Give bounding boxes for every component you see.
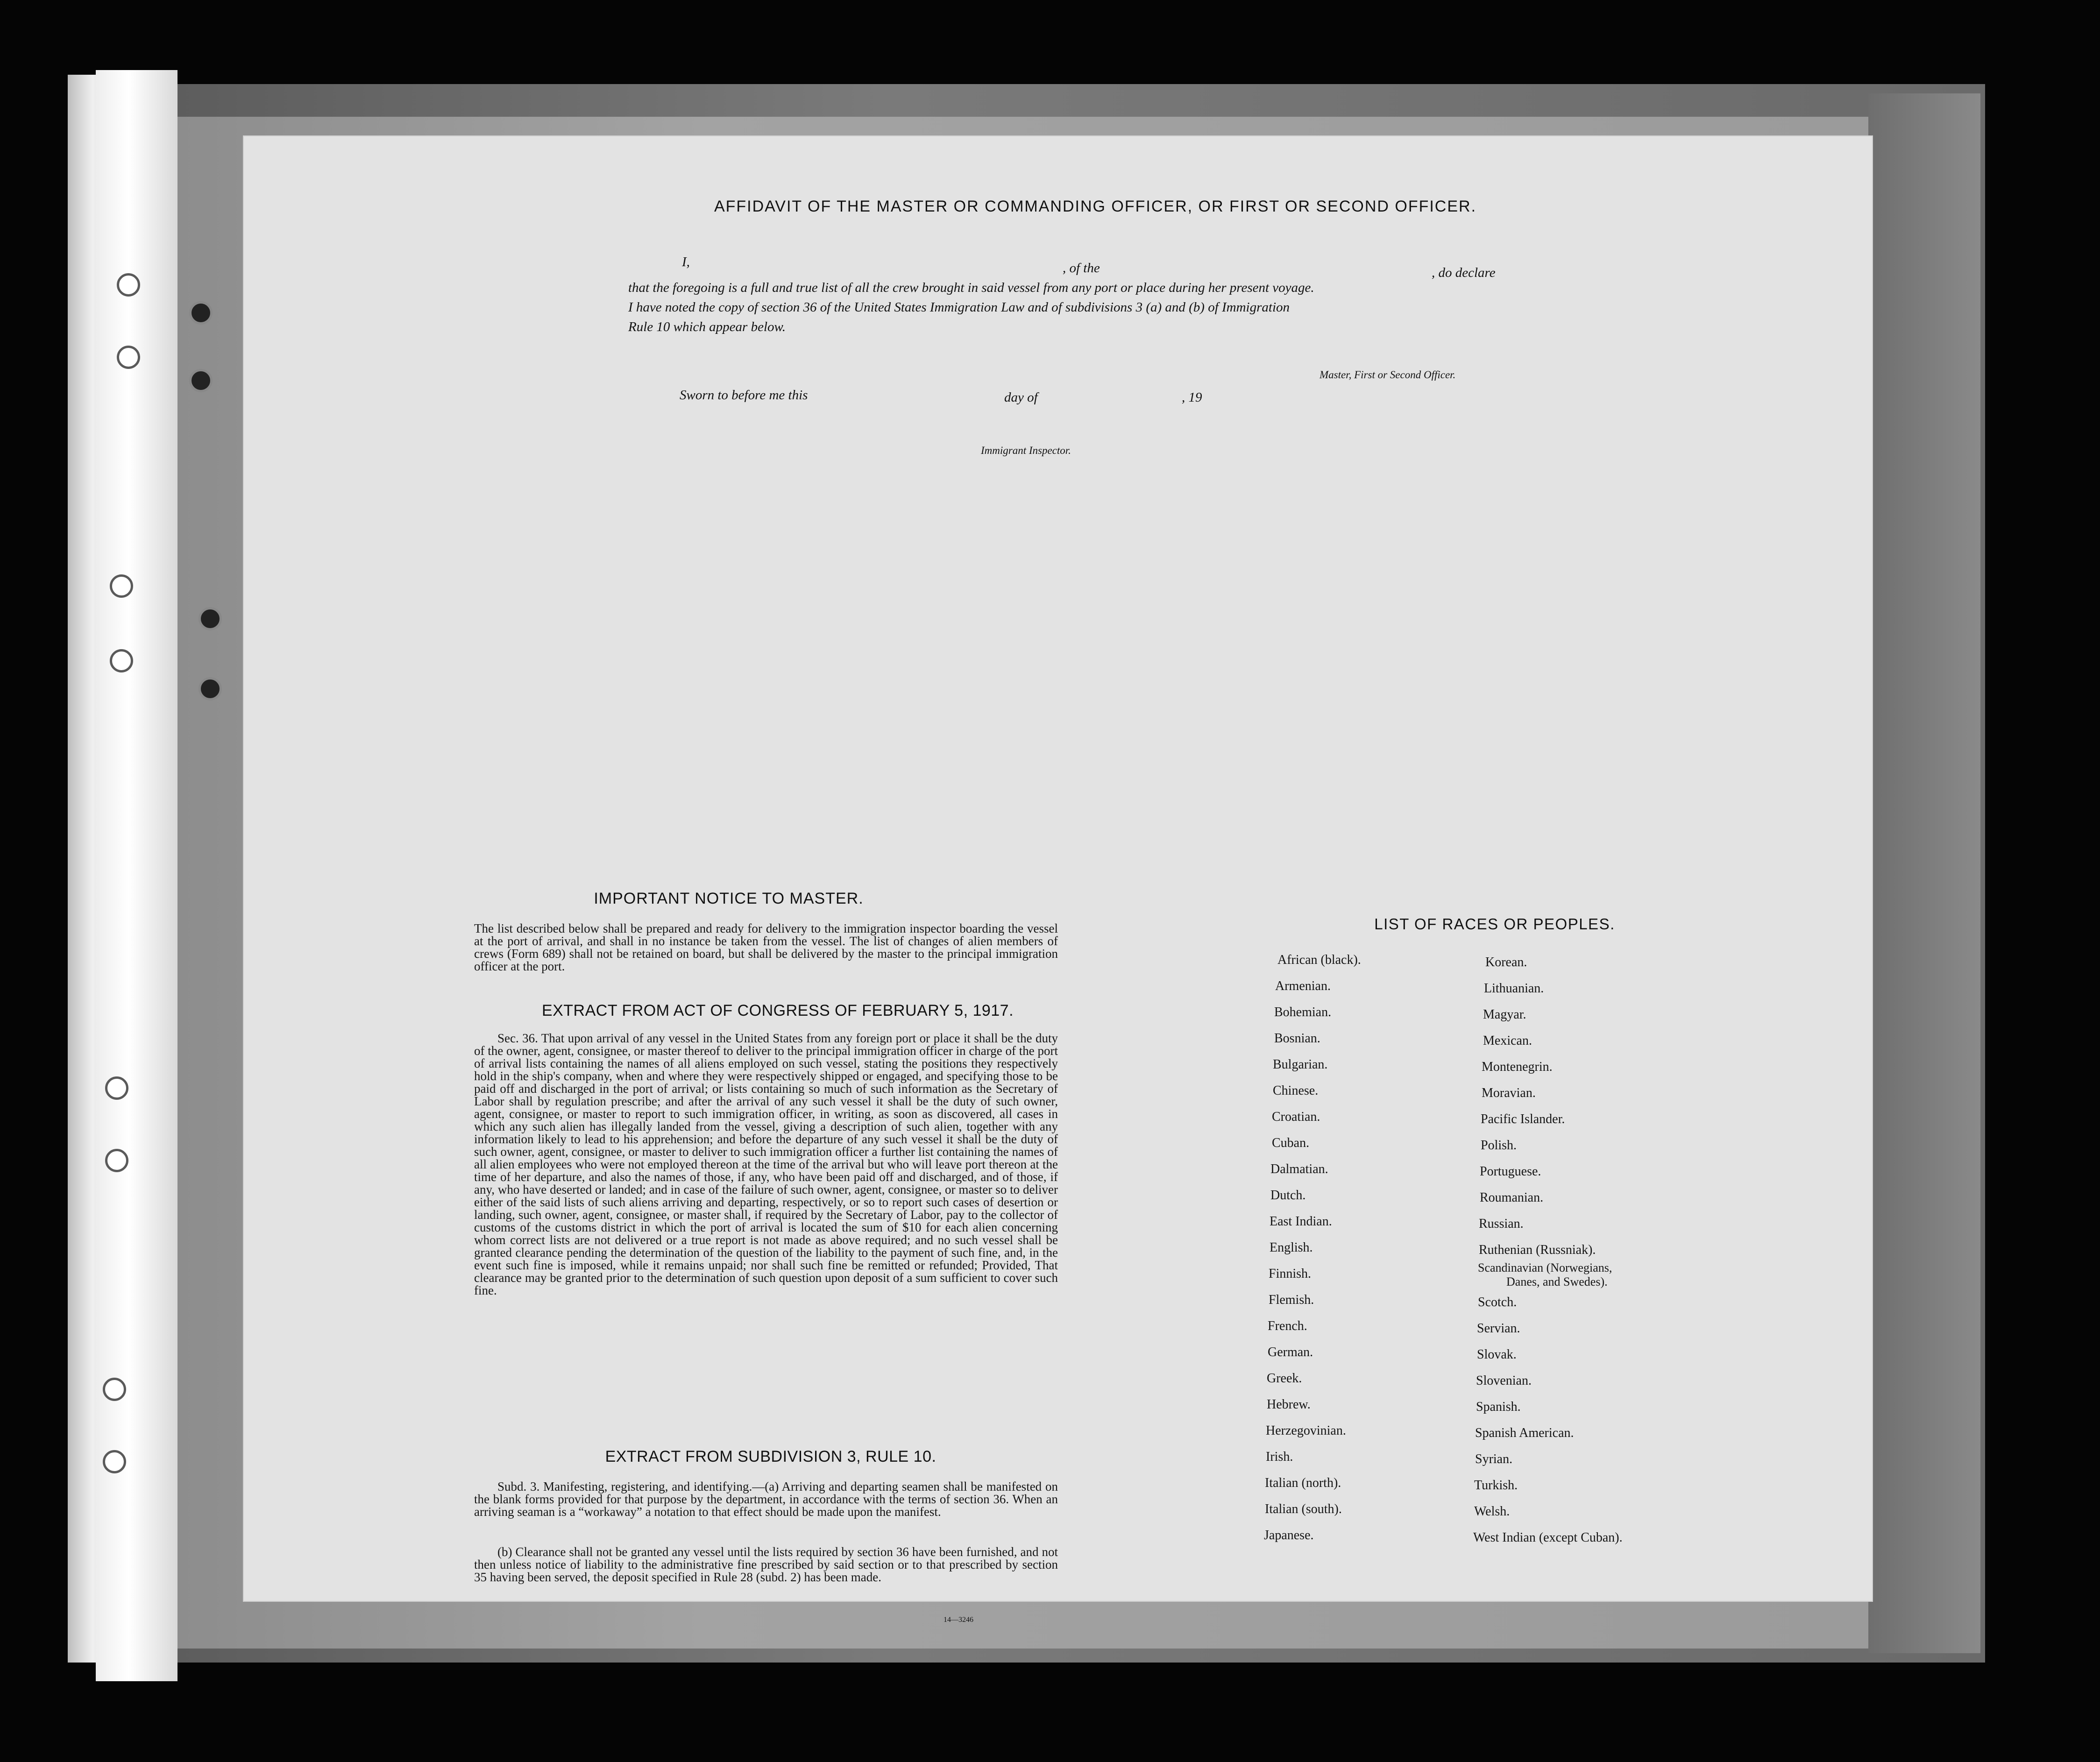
race-item: Scotch.: [1478, 1295, 1517, 1309]
race-item: Roumanian.: [1480, 1190, 1544, 1205]
race-item: African (black).: [1277, 953, 1361, 967]
race-item: Pacific Islander.: [1481, 1112, 1565, 1126]
race-item: German.: [1268, 1345, 1313, 1359]
race-item: East Indian.: [1270, 1214, 1332, 1229]
binding-hole-icon: [105, 1076, 128, 1100]
rule-extract-title: EXTRACT FROM SUBDIVISION 3, RULE 10.: [605, 1448, 936, 1465]
do-declare-label: , do declare: [1432, 265, 1496, 280]
race-item: Cuban.: [1272, 1136, 1310, 1150]
race-item: Armenian.: [1275, 979, 1331, 993]
race-item: Mexican.: [1483, 1033, 1532, 1048]
race-item: Bulgarian.: [1273, 1057, 1328, 1072]
i-label: I,: [682, 255, 690, 269]
manifest-page: [243, 135, 1873, 1624]
affidavit-line-3: Rule 10 which appear below.: [628, 319, 786, 334]
race-item: Dalmatian.: [1270, 1162, 1328, 1176]
race-item: Servian.: [1477, 1321, 1520, 1336]
race-item: Montenegrin.: [1482, 1060, 1553, 1074]
act-extract-body: Sec. 36. That upon arrival of any vessel in the United States from any foreign port or place it shall be the duty of the owner, agent, consignee, or master thereof to deliver to the principal immigration officer in charge of the port of arrival lists containing the names of all aliens employed on such vessel, stating the positions they respectively hold in the ship's company, when and where they were respectively shipped or engaged, and specifying those to be paid off and discharged in the port of arrival; or lists containing so much of such information as the Secretary of Labor shall by regulation prescribe; and after the arrival of any such vessel it shall be the duty of such owner, agent, consignee, or master to report to such immigration officer, in writing, as soon as discovered, all cases in which any such alien has illegally landed from the vessel, giving a description of such alien, together with any information likely to lead to his apprehension; and before the departure of any such vessel it shall be the duty of such owner, agent, consignee, or master to deliver to such immigration officer a further list containing the names of all alien employees who were not employed thereon at the time of the arrival but who will leave port thereon at the time of her departure, and also the names of those, if any, who have been paid off and discharged, and of those, if any, who have deserted or landed; and in case of the failure of such owner, agent, consignee, or master so to deliver either of the said lists of such aliens arriving and departing, respectively, or so to report such cases of desertion or landing, such owner, agent, consignee, or master shall, if required by the Secretary of Labor, pay to the collector of customs of the customs district in which the port of arrival is located the sum of $10 for each alien concerning whom correct lists are not delivered or a true report is not made as above required; and no such vessel shall be granted clearance pending the determination of the question of the liability to the payment of such fine, and, in the event such fine is imposed, while it remains unpaid; nor shall such fine be remitted or refunded; Provided, That clearance may be granted prior to the determination of such question upon deposit of a sum sufficient to cover such fine.: [474, 1031, 1058, 1297]
race-item: Welsh.: [1474, 1504, 1510, 1519]
races-list-title: LIST OF RACES OR PEOPLES.: [1374, 915, 1615, 933]
notice-title: IMPORTANT NOTICE TO MASTER.: [594, 890, 864, 907]
race-item: Spanish.: [1476, 1400, 1521, 1414]
race-item: Portuguese.: [1480, 1164, 1541, 1179]
rule-extract-body-b: (b) Clearance shall not be granted any vessel until the lists required by section 36 have been furnished, and not then unless notice of liability to the administrative fine prescribed by said section or to that prescribed by section 35 having been served, the deposit specified in Rule 28 (subd. 2) has been made.: [474, 1545, 1058, 1584]
affidavit-i-label: [682, 255, 690, 270]
binding-hole-icon: [103, 1378, 126, 1401]
race-item: Bohemian.: [1274, 1005, 1332, 1019]
race-item: Italian (north).: [1265, 1476, 1341, 1490]
race-item: Slovak.: [1477, 1347, 1517, 1362]
race-item: Flemish.: [1269, 1293, 1314, 1307]
affidavit-line-2: I have noted the copy of section 36 of the United States Immigration Law and of subdivisions 3 (a) and (b) of Immigration: [628, 300, 1290, 315]
race-item: Spanish American.: [1475, 1426, 1574, 1440]
race-item: Magyar.: [1483, 1007, 1526, 1022]
race-item: Scandinavian (Norwegians,: [1478, 1261, 1612, 1274]
binding-hole-icon: [105, 1149, 128, 1172]
of-the-label: , of the: [1063, 261, 1100, 276]
year-label: , 19: [1182, 390, 1202, 405]
form-number: 14—3246: [944, 1616, 973, 1624]
act-extract-title: EXTRACT FROM ACT OF CONGRESS OF FEBRUARY 5, 1917.: [541, 1002, 1014, 1019]
race-item: French.: [1268, 1319, 1307, 1333]
race-item: Slovenian.: [1476, 1373, 1532, 1388]
race-item: Russian.: [1479, 1217, 1524, 1231]
page-edge-shadow: [1868, 93, 1980, 1653]
binding-edge: [96, 70, 177, 1681]
binding-hole-icon: [189, 369, 213, 392]
affidavit-title: AFFIDAVIT OF THE MASTER OR COMMANDING OFFICER, OR FIRST OR SECOND OFFICER.: [714, 198, 1477, 215]
binding-hole-icon: [103, 1450, 126, 1473]
race-item: English.: [1270, 1240, 1313, 1255]
race-item: Ruthenian (Russniak).: [1479, 1243, 1596, 1257]
binding-hole-icon: [199, 607, 222, 630]
race-item: Finnish.: [1269, 1267, 1312, 1281]
race-item: Dutch.: [1270, 1188, 1306, 1203]
race-item: Italian (south).: [1265, 1502, 1342, 1516]
day-of-label: day of: [1004, 390, 1038, 405]
binding-hole-icon: [110, 574, 133, 598]
master-signature-caption: Master, First or Second Officer.: [1320, 369, 1456, 381]
race-item: Bosnian.: [1274, 1031, 1320, 1046]
binding-hole-icon: [110, 649, 133, 672]
race-item: Chinese.: [1273, 1083, 1319, 1098]
race-item: Polish.: [1481, 1138, 1517, 1153]
binding-hole-icon: [199, 677, 222, 701]
race-item: Moravian.: [1482, 1086, 1536, 1100]
binding-hole-icon: [189, 301, 213, 325]
race-item: Hebrew.: [1267, 1397, 1311, 1412]
race-item: West Indian (except Cuban).: [1473, 1530, 1623, 1545]
race-item: Japanese.: [1264, 1528, 1314, 1543]
race-item: Irish.: [1266, 1450, 1293, 1464]
race-item-continuation: Danes, and Swedes).: [1506, 1275, 1608, 1288]
race-item: Turkish.: [1474, 1478, 1518, 1493]
race-item: Herzegovinian.: [1266, 1423, 1346, 1438]
race-item: Lithuanian.: [1484, 981, 1544, 996]
race-item: Syrian.: [1475, 1452, 1513, 1466]
race-item: Croatian.: [1272, 1110, 1320, 1124]
inspector-signature-caption: Immigrant Inspector.: [981, 445, 1071, 456]
sworn-label: Sworn to before me this: [680, 388, 808, 403]
rule-extract-body-a: Subd. 3. Manifesting, registering, and identifying.—(a) Arriving and departing seamen shall be manifested on the blank forms provided for that purpose by the department, in accordance with the terms of section 36. When an arriving seaman is a “workaway” a notation to that effect should be made upon the manifest.: [474, 1479, 1058, 1519]
affidavit-line-1: that the foregoing is a full and true list of all the crew brought in said vessel from any port or place during her present voyage.: [628, 280, 1314, 295]
binding-hole-icon: [117, 346, 140, 369]
race-item: Korean.: [1485, 955, 1527, 969]
race-item: Greek.: [1267, 1371, 1302, 1386]
binding-hole-icon: [117, 273, 140, 297]
notice-body: The list described below shall be prepared and ready for delivery to the immigration inspector boarding the vessel at the port of arrival, and shall in no instance be taken from the vessel. The list of changes of alien members of crews (Form 689) shall not be retained on board, but shall be delivered by the master to the principal immigration officer at the port.: [474, 921, 1058, 973]
